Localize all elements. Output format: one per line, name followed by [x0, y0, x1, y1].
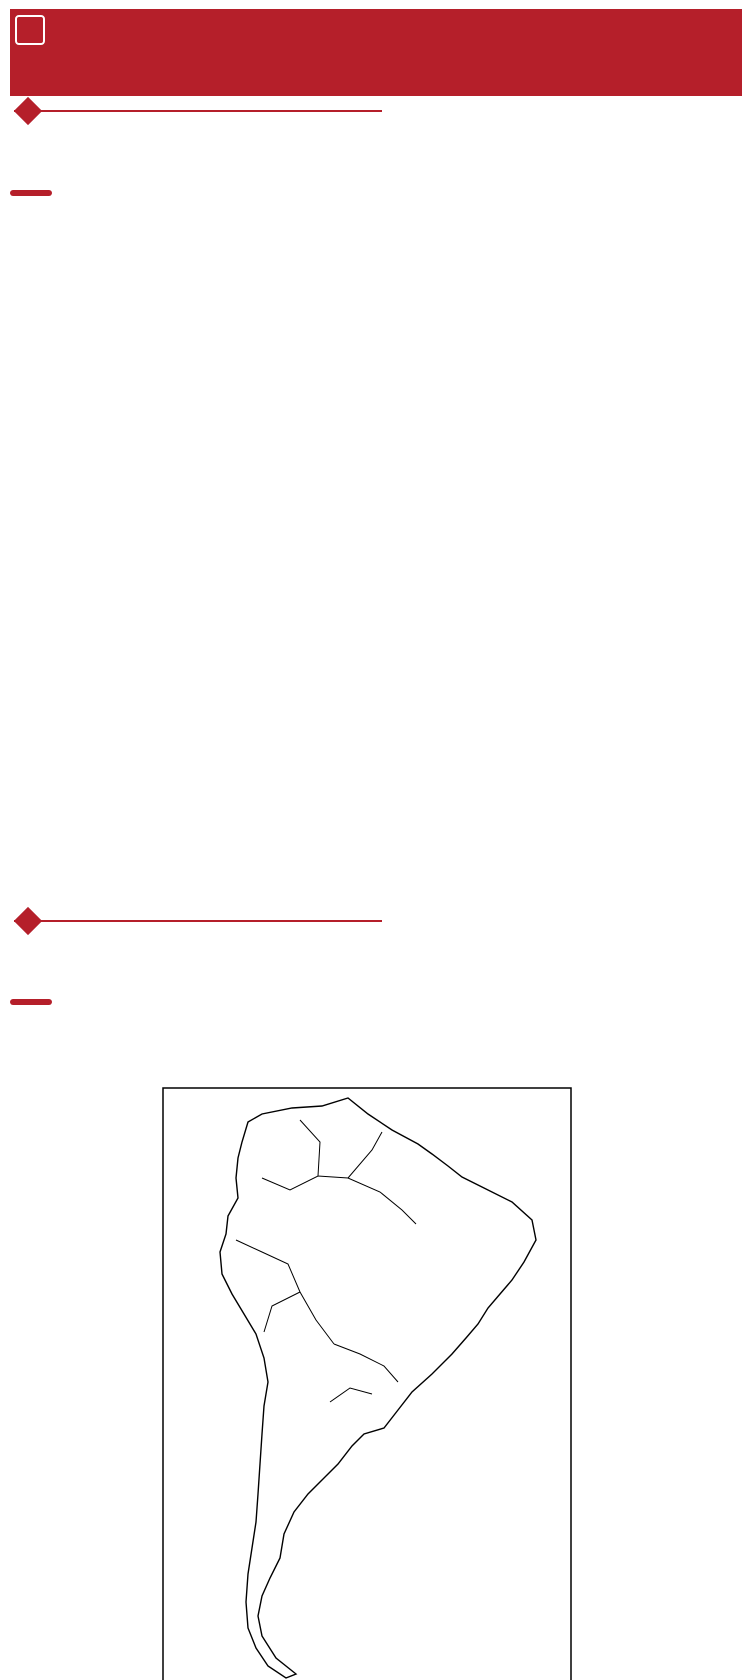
section-divider: [14, 920, 382, 922]
logo-mark-icon: [15, 15, 45, 45]
company-logo: [15, 15, 51, 45]
map-frame: [163, 1088, 571, 1680]
report-header: [10, 9, 742, 96]
report-byline: [710, 72, 730, 86]
section-diamond-icon: [14, 907, 42, 935]
precipitation-map: [0, 1002, 750, 1680]
section-divider: [14, 110, 382, 112]
section-diamond-icon: [14, 97, 42, 125]
section-underline: [10, 190, 52, 196]
